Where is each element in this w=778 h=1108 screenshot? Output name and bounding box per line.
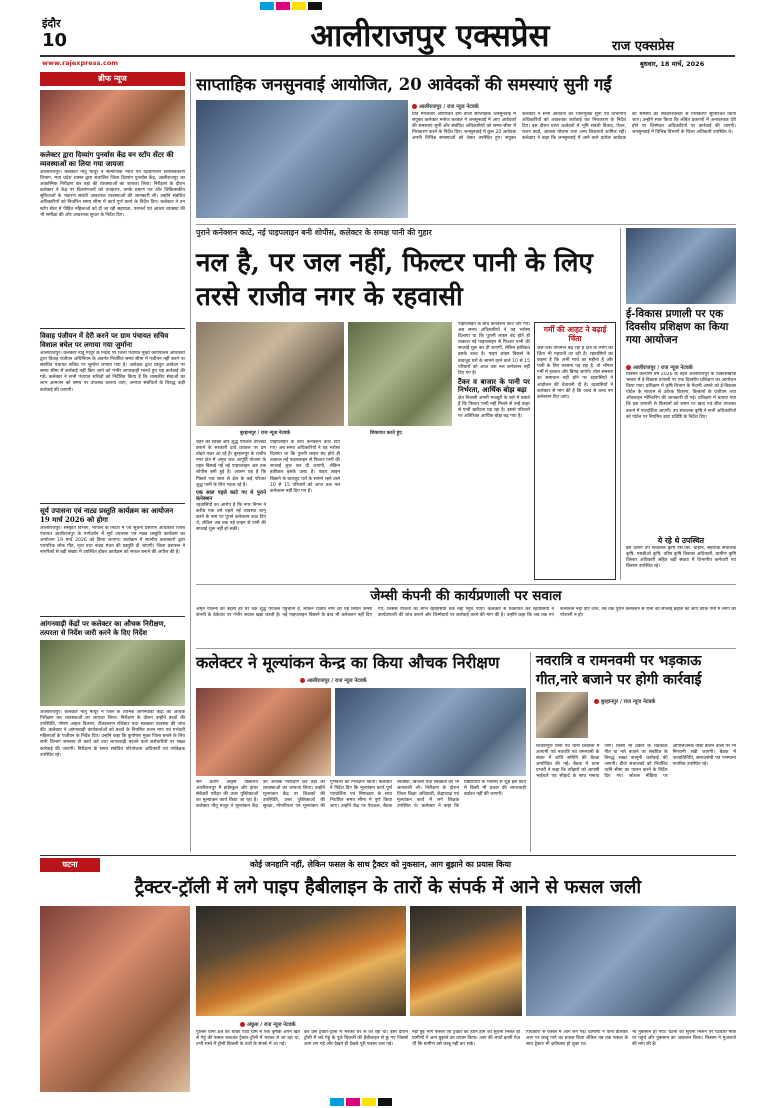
- fire-photo-3: [526, 906, 736, 1016]
- navratri-photo: [536, 692, 588, 738]
- water-col1-text: शहर की स्वच्छ और शुद्ध पेयजल उपलब्ध कराने के सरकारी दावे धरातल पर दम तोड़ते नजर आ रहे हैं। बुरहानपुर के राजीव नगर क्षेत्र में अमृत जल आपूर्ति योजना के तहत बिछाई गई नई पाइपलाइन अब तक शोपीस बनी हुई है। आलम यह है कि पिछले एक साल से क्षेत्र के कई परिवार शुद्ध पानी के लिए भटक रहे हैं।: [196, 440, 266, 488]
- water-col1: [196, 440, 266, 580]
- registration-marks: [260, 2, 322, 10]
- water-photo-1: [196, 322, 344, 426]
- attendees-title: ये रहे थे उपस्थित: [657, 536, 705, 545]
- evaluation-byline: आलीराजपुर / राज न्यूज नेटवर्क: [300, 676, 367, 684]
- water-kicker: पुराने कनेक्शन काटे, नई पाइपलाइन बनी शोपीस, कलेक्टर के समक्ष पानी की गुहार: [196, 228, 432, 237]
- training-photo: [626, 228, 736, 304]
- fire-photo-1: [196, 906, 406, 1016]
- training-byline: आलीराजपुर / राज न्यूज नेटवर्क: [626, 363, 693, 371]
- sidebar-body-1: आलीराजपुर। कलेक्टर नीतू माथुर ने सामाजिक न्याय एवं दिव्यांगजन सशक्तिकरण विभाग, मध्य प्रदेश शासन द्वारा संचालित जिला दिव्यांग पुनर्वास केंद्र, आलीराजपुर का आकस्मिक निरीक्षण कर वहां की व्यवस्थाओं का जायजा लिया। निरीक्षण के दौरान कलेक्टर ने केंद्र पर दिव्यांगजनों को उपकरण, उनके प्रमाण पत्र और चिकित्सकीय सुविधाओं के भंडारण संबंधी आवश्यक व्यवस्थाओं की जानकारी ली। उन्होंने संबंधित अधिकारियों को निर्धारित समय सीमा में कार्य पूर्ण करने के निर्देश दिए। कलेक्टर ने वन स्टॉप सेंटर में पीड़ित महिलाओं को दी जा रही सहायता, परामर्श एवं आश्रय व्यवस्था की भी समीक्षा की और आवश्यक सुधार के निर्देश दिए।: [40, 170, 185, 218]
- registration-marks-bottom: [330, 1098, 392, 1106]
- lead-headline: साप्ताहिक जनसुनवाई आयोजित, 20 आवेदकों की समस्याएं सुनी गईं: [196, 75, 612, 94]
- evaluation-body: सन प्रताप उत्कृष्ट विद्यालय आलीराजपुर में हाईस्कूल और हायर सेकेंडरी परीक्षा की उत्तर पुस्तिकाओं का मूल्यांकन कार्य किया जा रहा है। कलेक्टर नीतू माथुर ने मूल्यांकन केंद्र का औचक निरीक्षण कर वहां की व्यवस्थाओं का जायजा लिया। उन्होंने मूल्यांकन केंद्र पर शिक्षकों की उपस्थिति, उत्तर पुस्तिकाओं की सुरक्षा, गोपनीयता एवं मूल्यांकन की गुणवत्ता का निरीक्षण किया। कलेक्टर ने निर्देश दिए कि मूल्यांकन कार्य पूर्ण पारदर्शिता एवं निष्पक्षता के साथ निर्धारित समय सीमा में पूर्ण किया जाए। उन्होंने केंद्र पर पेयजल, बैठक व्यवस्था, बिजली तथा स्वच्छता की भी जानकारी ली। निरीक्षण के दौरान जिला शिक्षा अधिकारी, केंद्राध्यक्ष एवं मूल्यांकन कार्य में लगे शिक्षक उपस्थित थे। कलेक्टर ने कहा कि विद्यार्थियों के भविष्य से जुड़े इस कार्य में किसी भी प्रकार की लापरवाही बर्दाश्त नहीं की जाएगी।: [196, 780, 526, 810]
- edition-city: इंदौर: [42, 17, 61, 30]
- navratri-body: शिकारपुरा थाना एवं थाना लिबोला में आगामी पर्व नवरात्रि एवं रामनवमी के संबंध में शांति समिति की बैठक आयोजित की गई। बैठक में थाना प्रभारी ने कहा कि त्यौहारों को आपसी भाईचारे एवं सौहार्द के साथ मनाया जाए। किसी भी प्रकार के भड़काऊ गीत या नारे बजाने पर संबंधित के विरुद्ध सख्त कानूनी कार्रवाई की जाएगी। डीजे संचालकों को निर्धारित ध्वनि सीमा का पालन करने के निर्देश दिए गए। सोशल मीडिया पर आपत्तिजनक पोस्ट डालने वालों पर भी निगरानी रखी जाएगी। बैठक में जनप्रतिनिधि, समाजसेवी एवं गणमान्य नागरिक उपस्थित रहे।: [536, 744, 736, 780]
- navratri-headline: नवरात्रि व रामनवमी पर भड़काऊ गीत,नारे बजाने पर होगी कार्रवाई: [536, 653, 702, 688]
- sidebar-body-4: आलीराजपुर। कलेक्टर नीतू माथुर ने जिले के विभिन्न आंगनवाड़ी केंद्रों का औचक निरीक्षण कर व्यवस्थाओं का जायजा लिया। निरीक्षण के दौरान उन्होंने बच्चों की उपस्थिति, पोषण आहार वितरण, टीकाकरण रजिस्टर तथा स्वच्छता व्यवस्था की जांच की। कलेक्टर ने आंगनवाड़ी कार्यकर्ताओं को बच्चों के नियमित वजन माप एवं गर्भवती महिलाओं के पंजीयन के निर्देश दिए। उन्होंने कहा कि कुपोषण मुक्त जिला बनाने के लिए सभी विभाग समन्वय से कार्य करें तथा लापरवाही बरतने वाले कर्मचारियों पर सख्त कार्रवाई की जाएगी। निरीक्षण के समय संबंधित परियोजना अधिकारी एवं पर्यवेक्षक उपस्थित रहे।: [40, 710, 185, 758]
- water-col3b-text: क्षेत्र निवासी अपनी मजबूरी के बारे में बताते हैं कि फिल्टर पानी नहीं मिलने से उन्हें बाहर से पानी खरीदना पड़ रहा है। इससे परिवारों पर अतिरिक्त आर्थिक बोझ बढ़ गया है।: [458, 395, 530, 420]
- fire-photo-2: [410, 906, 522, 1016]
- training-headline: ई-विकास प्रणाली पर एक दिवसीय प्रशिक्षण का किया गया आयोजन: [626, 308, 729, 346]
- masthead-title: आलीराजपुर एक्सप्रेस: [310, 18, 550, 54]
- jemsi-body: अमृत योजना का उद्देश्य हर घर तक शुद्ध पेयजल पहुंचाना है, लेकिन राजीव नगर की यह स्थिति जेम्सी कंपनी के ठेकेदार पर गंभीर सवाल खड़ा करती है। नई पाइपलाइन बिछाने के बाद भी कनेक्शन नहीं दिए गए, जिससे योजना का लाभ रहवासियों तक नहीं पहुंच पाया। कलेक्टर से शिकायत कर रहवासियों ने कार्यप्रणाली की जांच कराने और जिम्मेदारों पर कार्रवाई करने की मांग की है। उन्होंने कहा कि जब तक नए कनेक्शन नहीं दिए जाते, तब तक पुराने कनेक्शन से पानी की सप्लाई बहाल की जाए ताकि गर्मी में लोगों को परेशानी न हो।: [196, 607, 736, 619]
- fire-headline: ट्रैक्टर-ट्रॉली में लगे पाइप हैबीलाइन के तारों के संपर्क में आने से फसल जली: [134, 877, 642, 898]
- water-photo-caption-1: बुरहानपुर / राज न्यूज नेटवर्क: [240, 431, 291, 436]
- brief-news-label: ब्रीफ न्यूज: [40, 72, 185, 86]
- sidebar-headline-4: आंगनवाड़ी केंद्रों पर कलेक्टर का औचक निरीक्षण, तत्परता से निर्देश जारी करने के दिए निर्देश: [40, 619, 166, 637]
- water-col2: पाइपलाइन के बीच कनेक्शन काट दिए गए। अब समय अधिकारियों ने यह भरोसा दिलाया था कि पुरानी लाइन बंद होते ही तत्काल नई पाइपलाइन से फिल्टर पानी की सप्लाई शुरू कर दी जाएगी, लेकिन हकीकत इसके उलट है। पाइप लाइन बिछाने के बावजूद घरों के सामने रहने वाले 10 से 15 परिवारों को आज तक नल कनेक्शन नहीं दिए गए हैं।: [270, 440, 340, 494]
- sidebar-body-3: आलीराजपुर। संस्कृति विभाग, भोपाल के निर्देश में एवं सूचना प्रसारण अधिकारी जिला पंचायत आलीराजपुर के मार्गदर्शन में सूर्य उपासना एवं नाट्य प्रस्तुति कार्यक्रम का आयोजन 19 मार्च 2026 को किया जाएगा। कार्यक्रम में स्थानीय कलाकारों द्वारा पारंपरिक लोक गीत, नृत्य तथा नाट्य मंचन की प्रस्तुति दी जाएगी। जिला प्रशासन ने नागरिकों से बड़ी संख्या में उपस्थित होकर कार्यक्रम को सफल बनाने की अपील की है।: [40, 526, 185, 556]
- jemsi-headline: जेम्सी कंपनी की कार्यप्रणाली पर सवाल: [370, 588, 562, 604]
- fire-section-tag: घटना: [40, 858, 100, 872]
- attendees-body: इस दौरान उप संचालक कृषि एस.एस. चौहान, सहायक संचालक कृषि, एसडीओ कृषि, वरिष्ठ कृषि विकास अधिकारी, ग्रामीण कृषि विस्तार अधिकारी सहित बड़ी संख्या में विभागीय कर्मचारी एवं किसान उपस्थित रहे।: [626, 546, 736, 570]
- water-headline: नल है, पर जल नहीं, फिल्टर पानी के लिए तरसे राजीव नगर के रहवासी: [196, 248, 593, 312]
- evaluation-photo-1: [196, 688, 331, 776]
- fire-col5: भी नुकसान हो गया। घटना की सूचना मिलने पर पटवारी मौके पर पहुंचे और नुकसान का आकलन किया। किसान ने मुआवजे की मांग की है।: [632, 1030, 736, 1048]
- fire-col3: नहीं हुई भाग फसल एवं ट्रैक्टर को हानि होने की सूचना मिलते ही ग्रामीणों ने आग बुझाने का प्रयास किया। आग की लपटें इतनी तेज थीं कि ग्रामीण उसे काबू नहीं कर सके।: [412, 1030, 520, 1048]
- lead-photo: [196, 100, 408, 218]
- fire-col4: पिचकारी से फसल में आग लग गई। ग्रामीणों ने पानी डालकर आग पर काबू पाने का प्रयास किया लेकिन तब तक फसल के साथ ट्रैक्टर भी क्षतिग्रस्त हो चुका था।: [526, 1030, 628, 1048]
- sidebar-headline-3: सूर्य उपासना एवं नाट्य प्रस्तुति कार्यक्रम का आयोजन 19 मार्च 2026 को होगा: [40, 506, 174, 524]
- brand-logo: राज एक्सप्रेस: [612, 39, 675, 54]
- lead-body: प्रति मंगलवार आयोजित होने वाली साप्ताहिक जनसुनवाई में संयुक्त कलेक्टर मनोज करबल ने जनसुनवाई में आए आवेदकों की समस्याएं सुनीं और संबंधित अधिकारियों को समय-सीमा में निराकरण करने के निर्देश दिए। जनसुनवाई में कुल 20 आवेदक अपनी विभिन्न समस्याओं को लेकर उपस्थित हुए। संयुक्त कलेक्टर ने सभी आवेदनों को ध्यानपूर्वक सुना एवं विभागीय अधिकारियों को आवश्यक कार्रवाई कर निराकरण के निर्देश दिए। इस दौरान प्राप्त आवेदनों में भूमि संबंधी विवाद, पेंशन, राशन कार्ड, आवास योजना तथा अन्य शिकायतें शामिल रहीं। कलेक्टर ने कहा कि जनसुनवाई में आने वाले प्रत्येक आवेदक की समस्या का संवेदनशीलता से निराकरण सुनिश्चित किया जाए। उन्होंने स्पष्ट किया कि लंबित प्रकरणों में अनावश्यक देरी होने पर जिम्मेदार अधिकारियों पर कार्रवाई की जाएगी। जनसुनवाई में विभिन्न विभागों के जिला अधिकारी उपस्थित थे।: [412, 112, 736, 142]
- evaluation-photo-2: [335, 688, 526, 776]
- fire-byline: अंकुश / राज न्यूज नेटवर्क: [240, 1020, 296, 1028]
- training-body: किसान कल्याण वर्ष 2026 के तहत आलीराजपुर के विकासखण्ड भाबरा में ई-विकास प्रणाली पर एक दिवसीय प्रशिक्षण का आयोजन किया गया। प्रशिक्षण में कृषि विभाग के मैदानी अमले को ई-विकास पोर्टल के माध्यम से उर्वरक वितरण, किसानों के पंजीयन तथा ऑनलाइन मॉनिटरिंग की जानकारी दी गई। प्रशिक्षण में बताया गया कि इस प्रणाली से किसानों को समय पर खाद एवं बीज उपलब्ध कराने में पारदर्शिता आएगी। उप संचालक कृषि ने सभी अधिकारियों को पोर्टल पर नियमित डाटा प्रविष्टि के निर्देश दिए।: [626, 372, 736, 420]
- page-number: 10: [42, 30, 68, 51]
- heat-box-title: गर्मी की आहट ने बढ़ाई चिंता: [543, 325, 607, 343]
- water-col1-subhead: एक साल पहले काटे गए थे पुराने कनेक्शन: [196, 489, 266, 502]
- lead-byline: आलीराजपुर / राज न्यूज नेटवर्क: [412, 102, 479, 110]
- water-photo-2: [348, 322, 452, 426]
- heat-box: [534, 322, 616, 580]
- sidebar-body-2: आलीराजपुर। कलेक्टर नीतू माथुर के निर्देश पर जिला पंचायत मुख्य कार्यपालन अधिकारी द्वारा विवाह पंजीयन अधिनियम के अंतर्गत निर्धारित समय सीमा में पंजीयन नहीं करने पर संबंधित पंचायत सचिव पर जुर्माना लगाया गया है। आवेदक द्वारा प्रस्तुत आवेदन पर समय सीमा में कार्रवाई नहीं किए जाने को गंभीर लापरवाही मानते हुए यह कार्रवाई की गई। कलेक्टर ने सभी पंचायत सचिवों को निर्देशित किया है कि शासकीय सेवाओं का लाभ आमजन को समय पर उपलब्ध कराया जाए, अन्यथा संबंधितों के विरुद्ध कड़ी कार्रवाई की जाएगी।: [40, 351, 185, 393]
- water-col3-subhead: टैंकर व बाजार के पानी पर निर्भरता, आर्थिक बोझ बढ़ा: [458, 376, 530, 395]
- sidebar-photo-1: [40, 90, 185, 146]
- evaluation-headline: कलेक्टर ने मूल्यांकन केन्द्र का किया औचक निरीक्षण: [196, 653, 500, 672]
- fire-side-photo: [40, 906, 190, 1092]
- fire-col1: पुलिस थाना क्षेत्र की चौकी पाटी ग्राम में एक कृषक अपने खेत से गेहूं की फसल काटकर ट्रैक्टर-ट्रॉली में भरकर ले जा रहा था, तभी रास्ते में ट्रॉली बिजली के तारों के संपर्क में आ गई।: [196, 1030, 300, 1048]
- navratri-byline: बुरहानपुर / राज न्यूज नेटवर्क: [594, 697, 655, 705]
- water-photo-caption-2: शिकायत करते हुए: [370, 431, 402, 436]
- sidebar-headline-2: विवाह पंजीयन में देरी करने पर ग्राम पंचायत सचिव विशाल बघेल पर लगाया गया जुर्माना: [40, 331, 169, 349]
- website-url: www.rajexpress.com: [42, 59, 119, 67]
- heat-box-body: जैसे-जैसे तापमान बढ़ रहा है क्षेत्र के लोगों की चिंता भी गहराती जा रही है। रहवासियों का कहना है कि अभी मार्च का महीना है और पानी के लिए तरसना पड़ रहा है, तो भीषण गर्मी में हालात और बिगड़ जाएंगे। ठोस समस्या का समाधान नहीं होने पर रहवासियों ने आंदोलन की चेतावनी दी है। रहवासियों ने कलेक्टर से मांग की है कि जल्द से जल्द नए कनेक्शन दिए जाएं।: [537, 346, 613, 400]
- water-col1b-text: रहवासियों का आरोप है कि नगर निगम ने करीब एक वर्ष पहले नई व्यवस्था लागू करने के नाम पर पुराने कनेक्शन काट दिए थे, लेकिन अब तक नई लाइन से पानी की सप्लाई शुरू नहीं हो सकी।: [196, 502, 266, 533]
- fire-kicker: कोई जनहानि नहीं, लेकिन फसल के साथ ट्रैक्टर को नुकसान, आग बुझाने का प्रयास किया: [250, 860, 512, 869]
- fire-col2: कर उसे ट्रैक्टर-ट्रॉली में भरकर घर ले जा रहा था। इसी दौरान ट्रॉली में लदे गेहूं के पूले बिजली की हैबीलाइन से छू गए जिससे आग लग गई और देखते ही देखते पूरी फसल जल गई।: [304, 1030, 408, 1048]
- water-col3-text: पाइपलाइन के बीच कनेक्शन काट दिए गए। अब समय अधिकारियों ने यह भरोसा दिलाया था कि पुरानी लाइन बंद होते ही तत्काल नई पाइपलाइन से फिल्टर पानी की सप्लाई शुरू कर दी जाएगी, लेकिन हकीकत इसके उलट है। पाइप लाइन बिछाने के बावजूद घरों के सामने रहने वाले 10 से 15 परिवारों को आज तक नल कनेक्शन नहीं दिए गए हैं।: [458, 322, 530, 376]
- issue-date: बुधवार, 18 मार्च, 2026: [640, 60, 705, 68]
- sidebar-headline-1: कलेक्टर द्वारा दिव्यांग पुनर्वास केंद्र वन स्टॉप सेंटर की व्यवस्थाओं का लिया गया जायजा: [40, 150, 174, 168]
- water-col3: [458, 322, 530, 580]
- sidebar-photo-2: [40, 640, 185, 706]
